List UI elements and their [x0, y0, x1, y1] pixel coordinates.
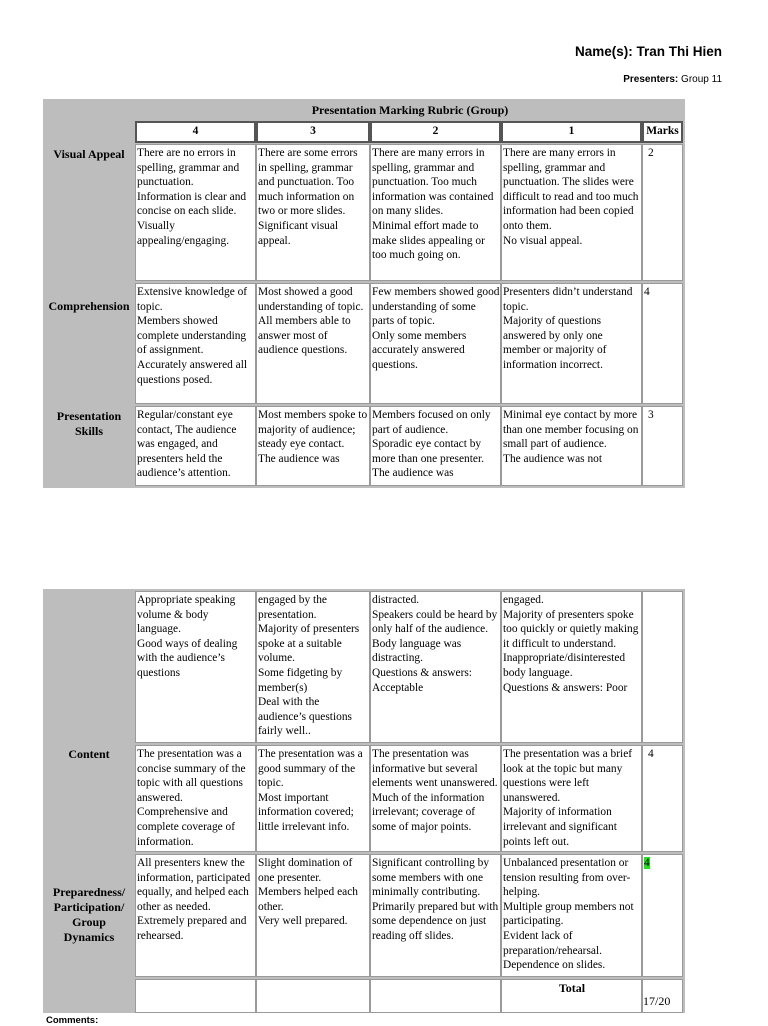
- level-header-3: 3: [256, 121, 370, 143]
- total-label: Total: [501, 979, 642, 1013]
- rubric-cell: engaged by the presentation. Majority of presenters spoke at a suitable volume. Some fidgeting by member(s) Deal with the audience’s questions fairly well..: [256, 591, 370, 743]
- rubric-cell: Presenters didn’t understand topic. Majority of questions answered by only one member or majority of information incorrect.: [501, 283, 642, 404]
- rubric-cell: There are some errors in spelling, grammar and punctuation. Too much information on two or more slides. Significant visual appeal.: [256, 144, 370, 281]
- mark-cell: 2: [642, 144, 683, 281]
- criterion-content: Content: [68, 747, 110, 761]
- mark-cell: 3: [642, 406, 683, 486]
- rubric-cell: Few members showed good understanding of some parts of topic. Only some members accurately answered questions.: [370, 283, 501, 404]
- rubric-cell: Significant controlling by some members with one minimally contributing. Primarily prepared but with some dependence on just reading off slides.: [370, 854, 501, 977]
- rubric-cell: The presentation was informative but several elements went unanswered. Much of the information irrelevant; coverage of some of major points.: [370, 745, 501, 852]
- total-row-blank-cell: [135, 979, 256, 1013]
- rubric-cell: Minimal eye contact by more than one member focusing on small part of audience. The audience was not: [501, 406, 642, 486]
- rubric-cell: Appropriate speaking volume & body language. Good ways of dealing with the audience’s questions: [135, 591, 256, 743]
- rubric-cell: distracted. Speakers could be heard by only half of the audience. Body language was distracting. Questions & answers: Acceptable: [370, 591, 501, 743]
- presenters-label: Presenters:: [623, 74, 679, 85]
- rubric-cell: Most showed a good understanding of topic. All members able to answer most of audience questions.: [256, 283, 370, 404]
- rubric-title: Presentation Marking Rubric (Group): [311, 103, 509, 117]
- rubric-cell: The presentation was a concise summary of the topic with all questions answered. Comprehensive and complete coverage of information.: [135, 745, 256, 852]
- rubric-cell: There are many errors in spelling, grammar and punctuation. The slides were difficult to read and too much information had been copied onto them. No visual appeal.: [501, 144, 642, 281]
- rubric-cell: The presentation was a brief look at the topic but many questions were left unanswered. Majority of information irrelevant and significant points left out.: [501, 745, 642, 852]
- presenters-line: [623, 74, 722, 85]
- rubric-cell: Most members spoke to majority of audience; steady eye contact. The audience was: [256, 406, 370, 486]
- mark-cell: 4: [642, 745, 683, 852]
- level-header-4: 4: [135, 121, 256, 143]
- criterion-comprehension: Comprehension: [48, 299, 130, 313]
- criterion-visual-appeal: Visual Appeal: [53, 147, 125, 161]
- rubric-cell: Members focused on only part of audience. Sporadic eye contact by more than one presenter. The audience was: [370, 406, 501, 486]
- total-row-blank-cell: [256, 979, 370, 1013]
- mark-cell: 4: [642, 283, 683, 404]
- highlighted-mark: 4: [644, 857, 650, 869]
- total-score: 17/20: [643, 994, 671, 1008]
- level-header-2: 2: [370, 121, 501, 143]
- criterion-preparedness: Preparedness/ Participation/ Group Dynamics: [52, 885, 126, 944]
- rubric-cell: There are many errors in spelling, grammar and punctuation. Too much information was contained on many slides. Minimal effort made to make slides appealing or too much going on.: [370, 144, 501, 281]
- rubric-cell: There are no errors in spelling, grammar and punctuation. Information is clear and concise on each slide. Visually appealing/engaging.: [135, 144, 256, 281]
- rubric-table-page1: [43, 99, 685, 488]
- rubric-cell: Unbalanced presentation or tension resulting from over-helping. Multiple group members not participating. Evident lack of preparation/rehearsal. Dependence on slides.: [501, 854, 642, 977]
- rubric-cell: Slight domination of one presenter. Members helped each other. Very well prepared.: [256, 854, 370, 977]
- marks-header: Marks: [642, 121, 683, 143]
- mark-cell: [642, 854, 683, 977]
- student-name: Name(s): Tran Thi Hien: [574, 44, 722, 59]
- rubric-cell: engaged. Majority of presenters spoke too quickly or quietly making it difficult to understand. Inappropriate/disinterested body language. Questions & answers: Poor: [501, 591, 642, 743]
- rubric-table-page2: [43, 589, 685, 1013]
- presenters-value: Group 11: [681, 74, 722, 85]
- mark-cell: [642, 591, 683, 743]
- comments-label: Comments:: [46, 1015, 99, 1026]
- rubric-cell: The presentation was a good summary of the topic. Most important information covered; little irrelevant info.: [256, 745, 370, 852]
- criterion-presentation-skills: Presentation Skills: [56, 409, 122, 438]
- total-score-cell: [642, 979, 683, 1013]
- level-header-1: 1: [501, 121, 642, 143]
- rubric-cell: All presenters knew the information, participated equally, and helped each other as needed. Extremely prepared and rehearsed.: [135, 854, 256, 977]
- rubric-cell: Regular/constant eye contact, The audience was engaged, and presenters held the audience’s attention.: [135, 406, 256, 486]
- rubric-cell: Extensive knowledge of topic. Members showed complete understanding of assignment. Accurately answered all questions posed.: [135, 283, 256, 404]
- total-row-blank-cell: [370, 979, 501, 1013]
